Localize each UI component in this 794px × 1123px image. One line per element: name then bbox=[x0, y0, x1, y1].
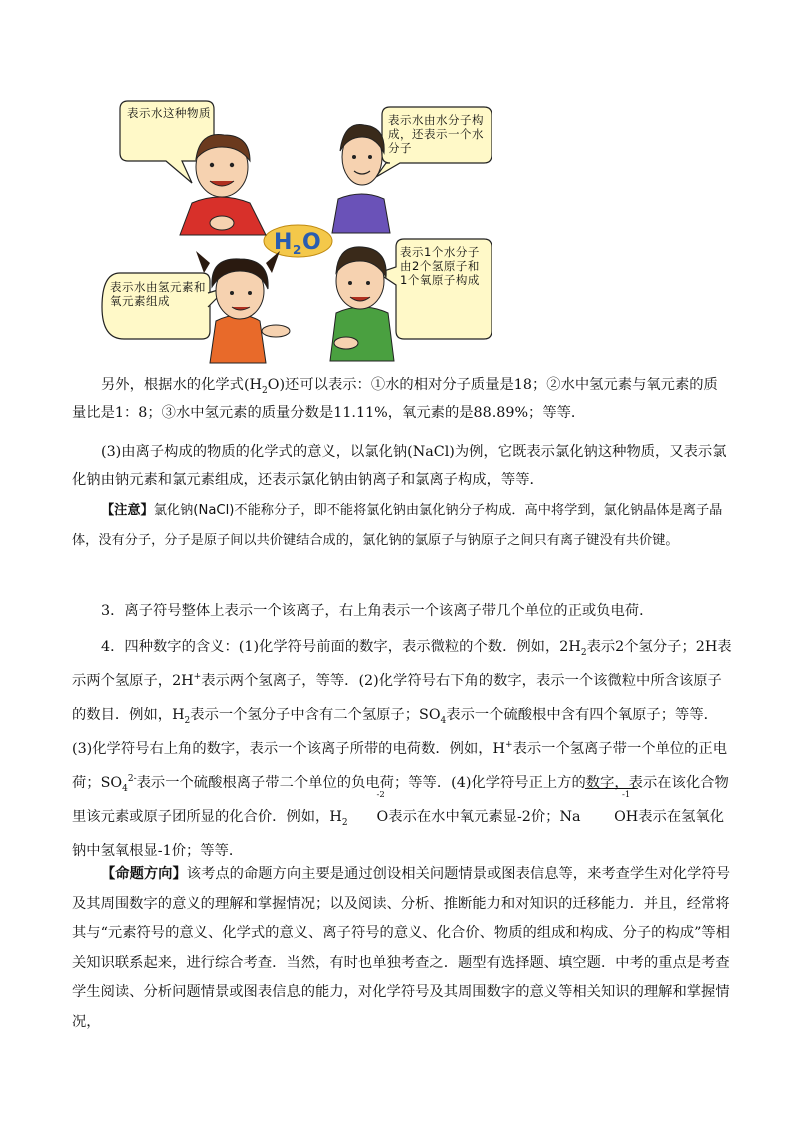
note-paragraph bbox=[72, 496, 732, 556]
paragraph-water-formula-extra: 另外，根据水的化学式$(H_2O)$还可以表示：①水的相对分子质量是18；②水中氢元素与氧元素的质量比是1：8；③水中氢元素的质量分数是11.11%，氧元素的是88.89%；等等． bbox=[72, 377, 718, 421]
character-boy-green-shirt bbox=[330, 247, 394, 361]
h2o-badge bbox=[264, 225, 332, 257]
bubble-text-water-atoms: 表示1个水分子由2个氢原子和1个氧原子构成 bbox=[400, 245, 480, 287]
paragraph-four-numbers: 4．四种数字的含义：(1)化学符号前面的数字，表示微粒的个数．例如，$2H_2$表示2个氢分子；2H表示两个氢原子，2H+表示两个氢离子，等等．(2)化学符号右下角的数字，表示一个该微粒中所含该原子的数目．例如，$H_2$表示一个氢分子中含有二个氢原子；$SO_4$表示一个硫酸根中含有四个氧原子；等等．(3)化学符号右上角的数字，表示一个该离子所带的电荷数．例如，H+表示一个氢离子带一个单位的正电荷；$SO_4^{2-}$表示一个硫酸根离子带二个单位的负电荷；等等．(4)化学符号正上方的数字，表示在该化合物里该元素或原子团所显的化合价．例如，$H_2$ -2 O表示在水中氧元素显-2价；Na -1 OH表示在氢氧化钠中氢氧根显-1价；等等． bbox=[72, 639, 732, 859]
hydroxide-valence-mark: -1 OH bbox=[585, 800, 638, 834]
note-text: 氯化钠(NaCl)不能称分子，即不能将氯化钠由氯化钠分子构成．高中将学到，氯化钠晶体是离子晶体，没有分子，分子是原子间以共价键结合成的，氯化钠的氯原子与钠原子之间只有离子键没有共价键。 bbox=[72, 503, 723, 548]
paragraph-ion-symbol: 3．离子符号整体上表示一个该离子，右上角表示一个该离子带几个单位的正或负电荷． bbox=[101, 603, 654, 619]
exam-direction-label: 【命题方向】 bbox=[101, 866, 187, 882]
oxygen-valence-mark: -2 O bbox=[376, 790, 389, 825]
character-boy-purple-shirt bbox=[332, 125, 390, 233]
svg-text:H: H bbox=[274, 230, 293, 255]
bubble-text-water-substance: 表示水这种物质 bbox=[127, 106, 211, 120]
bubble-text-water-elements: 表示水由氢元素和氧元素组成 bbox=[110, 280, 206, 308]
paragraph-ionic-formula-meaning: (3)由离子构成的物质的化学式的意义，以氯化钠(NaCl)为例，它既表示氯化钠这种物质，又表示氯化钠由钠元素和氯元素组成，还表示氯化钠由钠离子和氯离子构成，等等． bbox=[72, 444, 727, 488]
note-label: 【注意】 bbox=[101, 503, 154, 518]
bubble-text-water-molecule: 表示水由水分子构成，还表示一个水分子 bbox=[388, 113, 484, 155]
svg-text:2: 2 bbox=[293, 243, 302, 257]
svg-text:O: O bbox=[302, 230, 321, 255]
paragraph-exam-direction: 【命题方向】该考点的命题方向主要是通过创设相关问题情景或图表信息等，来考查学生对化学符号及其周围数字的意义的理解和掌握情况；以及阅读、分析、推断能力和对知识的迁移能力．并且，经常将其与“元素符号的意义、化学式的意义、离子符号的意义、化合价、物质的组成和构成、分子的构成”等相关知识联系起来，进行综合考查．当然，有时也单独考查之．题型有选择题、填空题．中考的重点是考查学生阅读、分析问题情景或图表信息的能力，对化学符号及其周围数字的意义等相关知识的理解和掌握情况， bbox=[72, 866, 731, 1030]
